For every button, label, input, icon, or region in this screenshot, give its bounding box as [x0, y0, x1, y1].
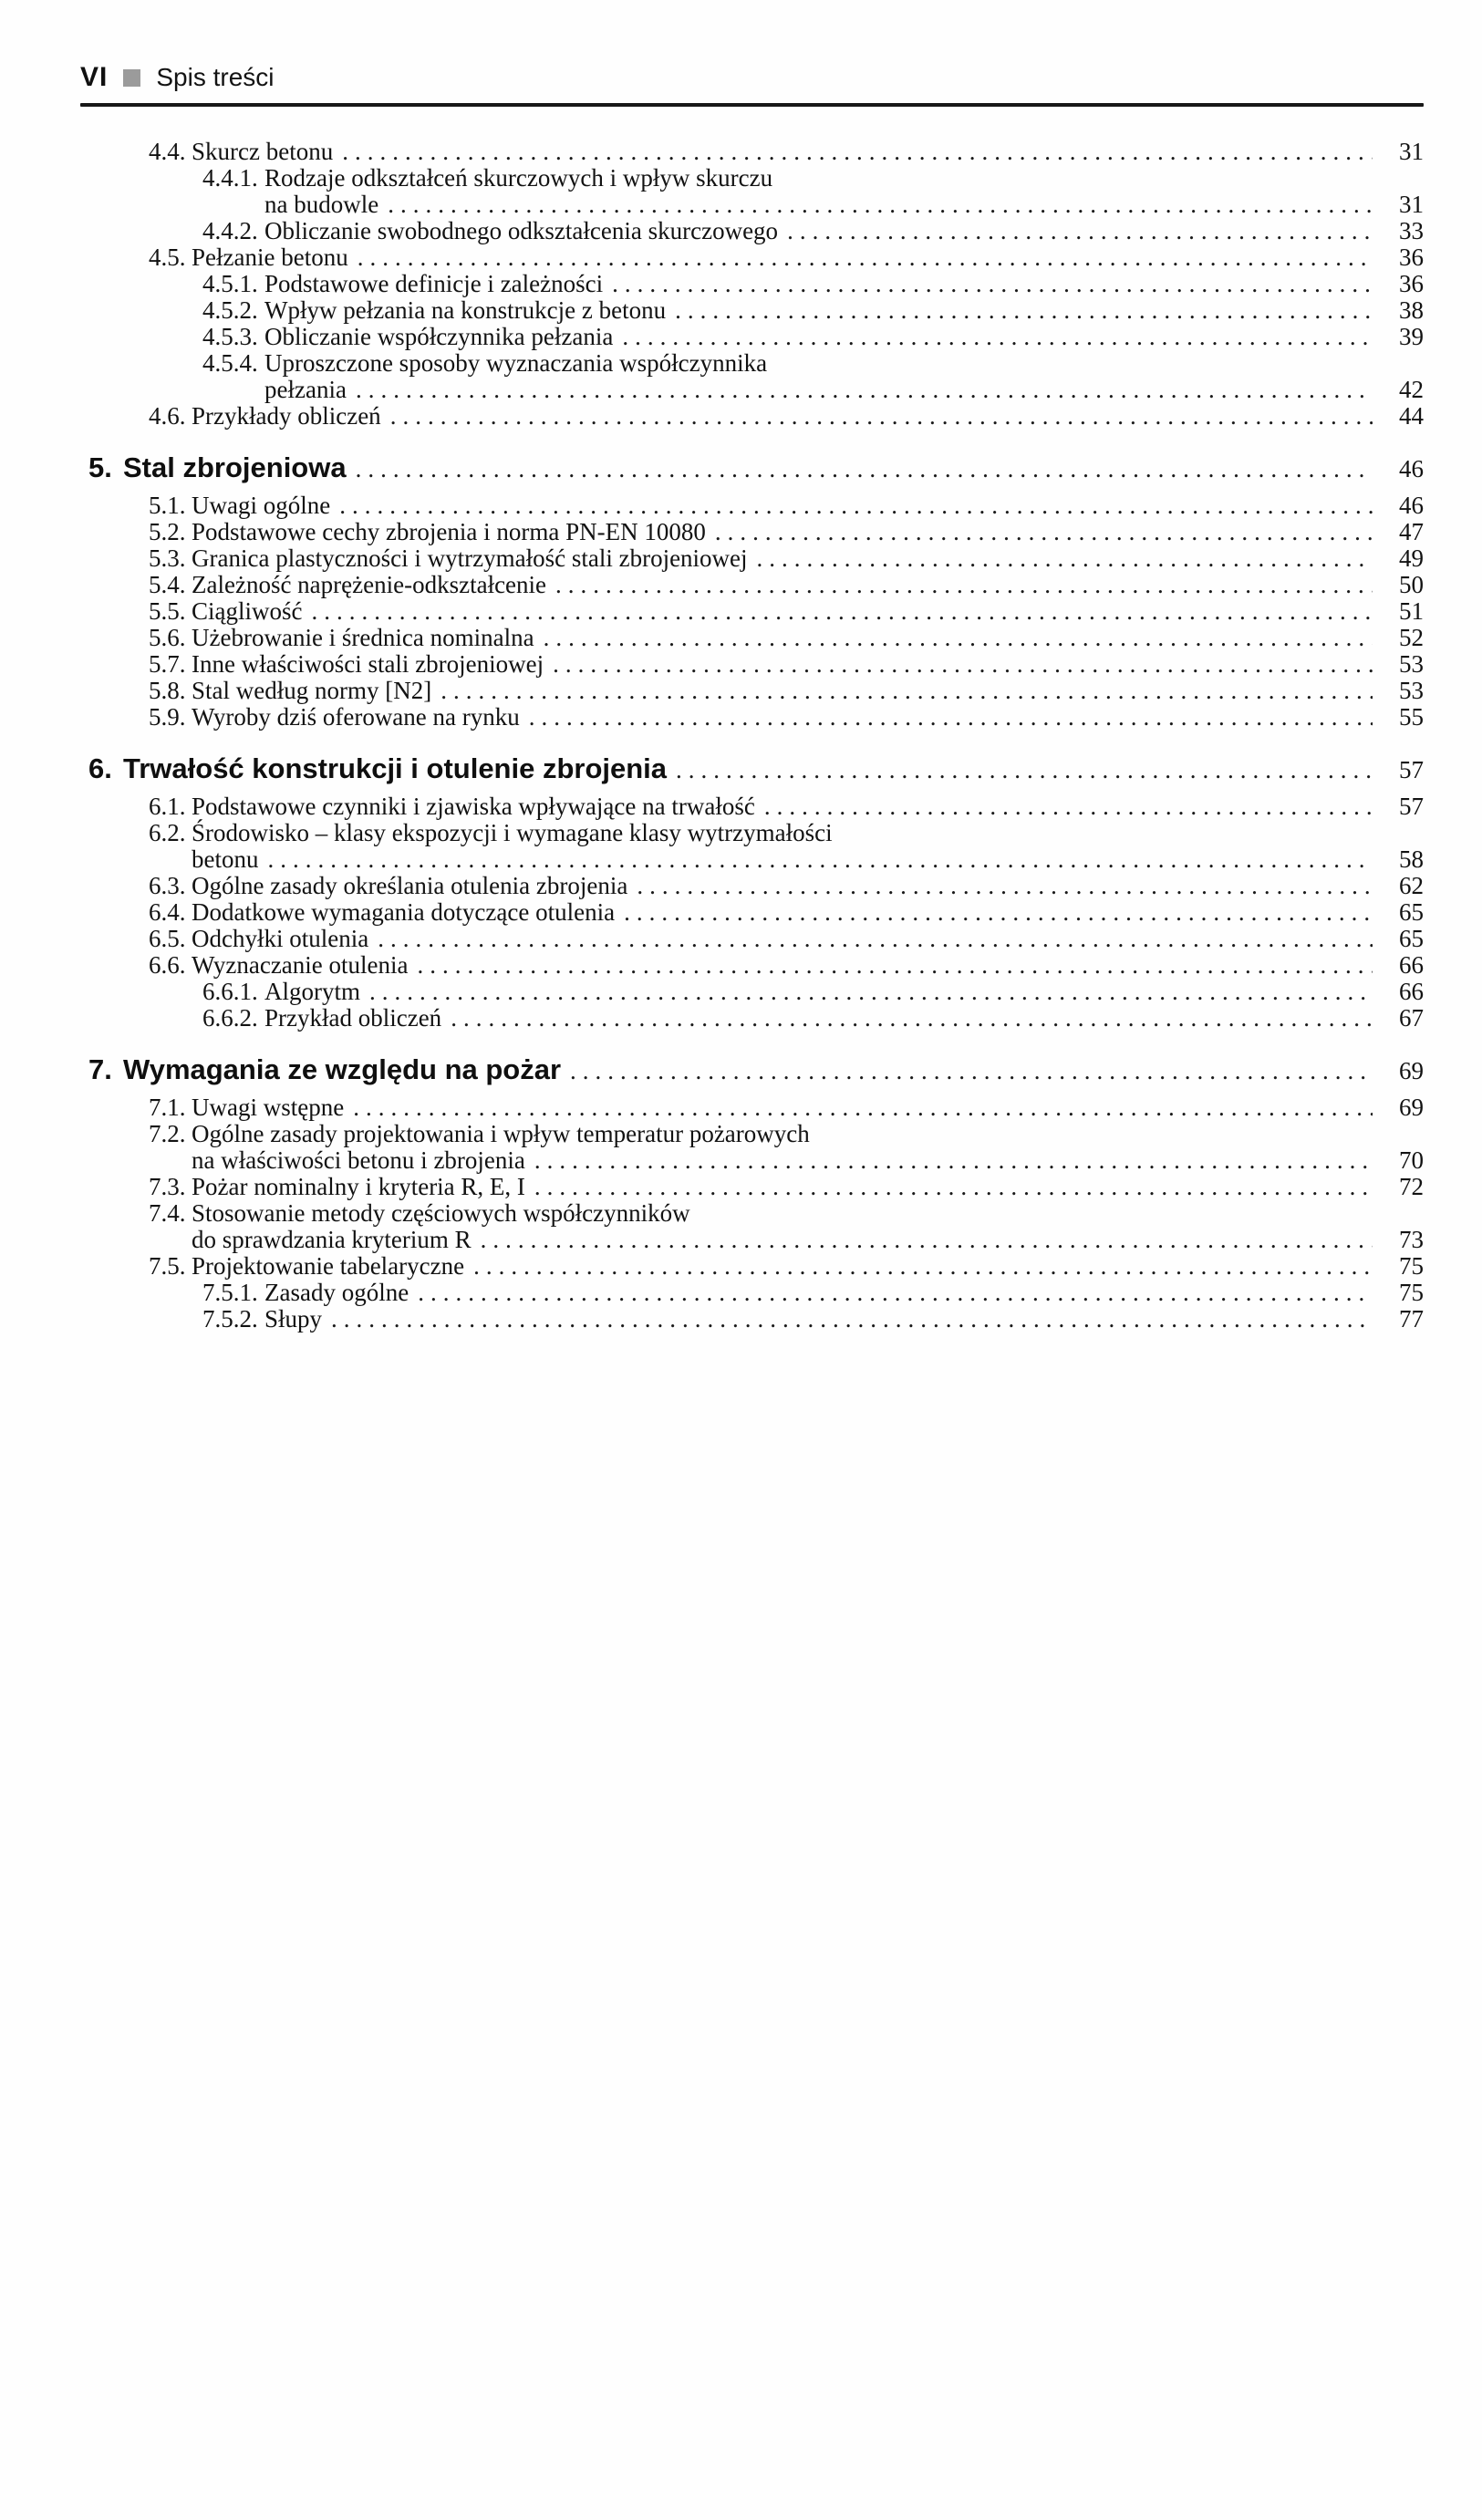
- toc-line: [149, 139, 1424, 165]
- dot-leader: [534, 1147, 1373, 1174]
- toc-entry: [149, 1094, 1424, 1121]
- toc-line: [149, 820, 1424, 846]
- toc-entry-number: 7.1.: [149, 1094, 186, 1121]
- toc-line: [88, 451, 1424, 485]
- toc-line: [202, 324, 1424, 350]
- toc-line: [88, 752, 1424, 786]
- toc-line: [88, 1053, 1424, 1087]
- toc-line: [202, 297, 1424, 324]
- toc-entry: [149, 598, 1424, 625]
- toc-line: [202, 350, 1424, 377]
- toc-entry-number: 6.6.2.: [202, 1004, 258, 1032]
- page-header: [80, 62, 1424, 107]
- toc-list: [88, 139, 1424, 1333]
- dot-leader: [473, 1253, 1373, 1280]
- toc-page-number: 33: [1399, 217, 1424, 244]
- toc-entry: [149, 1121, 1424, 1174]
- toc-line: [149, 625, 1424, 651]
- toc-page-number: 69: [1399, 1057, 1424, 1084]
- toc-page-number: 70: [1399, 1146, 1424, 1174]
- dot-leader: [637, 873, 1373, 899]
- toc-entry-text: Stosowanie metody częściowych współczynników: [192, 1199, 690, 1227]
- toc-entry-text: Uwagi wstępne: [192, 1094, 345, 1121]
- toc-entry-text: Skurcz betonu: [192, 138, 334, 165]
- toc-line: [202, 165, 1424, 192]
- toc-entry-number: 5.1.: [149, 492, 186, 519]
- toc-page-number: 46: [1399, 492, 1424, 519]
- toc-line: [149, 899, 1424, 926]
- toc-page-number: 31: [1399, 191, 1424, 218]
- dot-leader: [353, 1094, 1373, 1121]
- toc-page-number: 66: [1399, 978, 1424, 1005]
- toc-entry-number: 6.: [88, 752, 112, 784]
- toc-entry-number: 6.3.: [149, 872, 186, 899]
- dot-leader: [390, 403, 1373, 430]
- toc-entry-text: Przykłady obliczeń: [192, 402, 381, 430]
- toc-entry-number: 5.4.: [149, 571, 186, 598]
- toc-page-number: 75: [1399, 1252, 1424, 1280]
- toc-entry: [149, 545, 1424, 572]
- dot-leader: [624, 899, 1373, 926]
- toc-line-continued: [264, 377, 1424, 403]
- toc-chapter-entry: [88, 1053, 1424, 1087]
- toc-page-number: 31: [1399, 138, 1424, 165]
- toc-line: [202, 1280, 1424, 1306]
- toc-line-continued: [192, 1147, 1424, 1174]
- toc-line: [202, 979, 1424, 1005]
- toc-page-number: 58: [1399, 845, 1424, 873]
- page-number-roman: VI: [80, 62, 109, 92]
- toc-page-number: 47: [1399, 518, 1424, 545]
- toc-entry-number: 7.: [88, 1053, 112, 1085]
- toc-page-number: 53: [1399, 650, 1424, 678]
- toc-entry: [149, 139, 1424, 165]
- dot-leader: [356, 453, 1373, 485]
- dot-leader: [553, 651, 1373, 678]
- toc-entry-number: 7.5.: [149, 1252, 186, 1280]
- toc-page-number: 44: [1399, 402, 1424, 430]
- toc-entry-number: 7.5.1.: [202, 1279, 258, 1306]
- toc-entry-number: 5.7.: [149, 650, 186, 678]
- dot-leader: [676, 754, 1373, 786]
- toc-entry-text: Uwagi ogólne: [192, 492, 331, 519]
- dot-leader: [570, 1055, 1373, 1087]
- toc-entry-text-continued: betonu: [192, 845, 259, 873]
- toc-entry: [202, 297, 1424, 324]
- toc-entry: [149, 1253, 1424, 1280]
- toc-page-number: 53: [1399, 677, 1424, 704]
- toc-entry-number: 5.: [88, 451, 112, 483]
- toc-page-number: 62: [1399, 872, 1424, 899]
- toc-chapter-entry: [88, 451, 1424, 485]
- toc-entry-text: Pełzanie betonu: [192, 244, 348, 271]
- toc-entry-number: 4.5.3.: [202, 323, 258, 350]
- toc-entry: [149, 820, 1424, 873]
- toc-entry: [149, 651, 1424, 678]
- toc-entry-text-continued: do sprawdzania kryterium R: [192, 1226, 472, 1253]
- toc-entry-number: 7.4.: [149, 1199, 186, 1227]
- toc-entry-number: 6.1.: [149, 793, 186, 820]
- toc-line: [149, 598, 1424, 625]
- dot-leader: [268, 846, 1373, 873]
- toc-entry: [149, 244, 1424, 271]
- dot-leader: [534, 1174, 1373, 1200]
- toc-line: [149, 572, 1424, 598]
- toc-page-number: 66: [1399, 951, 1424, 979]
- toc-entry-text: Pożar nominalny i kryteria R, E, I: [192, 1173, 525, 1200]
- toc-entry-number: 4.6.: [149, 402, 186, 430]
- dot-leader: [342, 139, 1373, 165]
- toc-entry: [202, 165, 1424, 218]
- toc-entry-text-continued: pełzania: [264, 376, 347, 403]
- toc-entry-text: Ogólne zasady określania otulenia zbrojenia: [192, 872, 628, 899]
- dot-leader: [555, 572, 1373, 598]
- toc-line-continued: [264, 192, 1424, 218]
- toc-entry-text: Podstawowe czynniki i zjawiska wpływające na trwałość: [192, 793, 755, 820]
- toc-entry-number: 6.6.: [149, 951, 186, 979]
- toc-entry: [149, 403, 1424, 430]
- toc-entry-number: 4.5.4.: [202, 349, 258, 377]
- dot-leader: [378, 926, 1373, 952]
- toc-page-number: 65: [1399, 898, 1424, 926]
- dot-leader: [612, 271, 1373, 297]
- dot-leader: [451, 1005, 1373, 1032]
- toc-line-continued: [192, 846, 1424, 873]
- toc-entry: [149, 519, 1424, 545]
- toc-entry-text: Obliczanie swobodnego odkształcenia skurczowego: [264, 217, 779, 244]
- toc-entry: [149, 1174, 1424, 1200]
- toc-entry: [149, 625, 1424, 651]
- toc-line: [149, 651, 1424, 678]
- toc-entry: [202, 350, 1424, 403]
- toc-page-number: 73: [1399, 1226, 1424, 1253]
- dot-leader: [787, 218, 1373, 244]
- section-marker-icon: [123, 69, 140, 87]
- toc-entry: [149, 493, 1424, 519]
- toc-line: [202, 218, 1424, 244]
- toc-entry-text: Słupy: [264, 1305, 323, 1333]
- toc-page-number: 38: [1399, 296, 1424, 324]
- dot-leader: [529, 704, 1373, 731]
- toc-entry-number: 5.8.: [149, 677, 186, 704]
- toc-entry-text: Stal zbrojeniowa: [123, 451, 347, 483]
- toc-entry-number: 4.4.2.: [202, 217, 258, 244]
- toc-entry-number: 5.6.: [149, 624, 186, 651]
- toc-page-number: 36: [1399, 244, 1424, 271]
- toc-page-number: 42: [1399, 376, 1424, 403]
- toc-entry-text: Granica plastyczności i wytrzymałość stali zbrojeniowej: [192, 544, 748, 572]
- dot-leader: [757, 545, 1373, 572]
- toc-entry-text: Algorytm: [264, 978, 360, 1005]
- toc-entry-text: Zależność naprężenie-odkształcenie: [192, 571, 547, 598]
- dot-leader: [440, 678, 1373, 704]
- toc-entry-text-continued: na właściwości betonu i zbrojenia: [192, 1146, 525, 1174]
- toc-page-number: 36: [1399, 270, 1424, 297]
- toc-line: [149, 519, 1424, 545]
- toc-entry-text: Przykład obliczeń: [264, 1004, 442, 1032]
- dot-leader: [312, 598, 1373, 625]
- toc-page-number: 46: [1399, 455, 1424, 482]
- toc-page-number: 69: [1399, 1094, 1424, 1121]
- toc-line: [149, 244, 1424, 271]
- toc-entry-text: Wyroby dziś oferowane na rynku: [192, 703, 520, 731]
- toc-entry: [149, 572, 1424, 598]
- toc-page-number: 55: [1399, 703, 1424, 731]
- toc-entry: [149, 926, 1424, 952]
- dot-leader: [622, 324, 1373, 350]
- dot-leader: [369, 979, 1373, 1005]
- toc-page-number: 57: [1399, 793, 1424, 820]
- toc-entry-text: Stal według normy [N2]: [192, 677, 432, 704]
- toc-line: [149, 1253, 1424, 1280]
- toc-page-number: 67: [1399, 1004, 1424, 1032]
- page-title: Spis treści: [156, 63, 275, 91]
- toc-chapter-entry: [88, 752, 1424, 786]
- toc-entry: [202, 324, 1424, 350]
- toc-entry: [149, 873, 1424, 899]
- toc-entry-text: Wpływ pełzania na konstrukcje z betonu: [264, 296, 667, 324]
- dot-leader: [418, 952, 1373, 979]
- toc-entry-number: 6.2.: [149, 819, 186, 846]
- dot-leader: [339, 493, 1373, 519]
- toc-line: [149, 493, 1424, 519]
- toc-entry-text: Użebrowanie i średnica nominalna: [192, 624, 534, 651]
- toc-line: [149, 403, 1424, 430]
- toc-entry-text: Podstawowe definicje i zależności: [264, 270, 604, 297]
- toc-entry-text: Rodzaje odkształceń skurczowych i wpływ skurczu: [264, 164, 773, 192]
- toc-page-number: 72: [1399, 1173, 1424, 1200]
- toc-entry-number: 4.5.: [149, 244, 186, 271]
- toc-line: [149, 793, 1424, 820]
- toc-line: [149, 704, 1424, 731]
- toc-entry: [202, 271, 1424, 297]
- toc-line: [149, 1174, 1424, 1200]
- toc-line: [202, 1306, 1424, 1333]
- toc-entry: [202, 1280, 1424, 1306]
- toc-entry-text: Odchyłki otulenia: [192, 925, 369, 952]
- toc-entry-number: 4.4.: [149, 138, 186, 165]
- toc-entry-text: Obliczanie współczynnika pełzania: [264, 323, 614, 350]
- toc-line: [149, 545, 1424, 572]
- toc-entry-text: Trwałość konstrukcji i otulenie zbrojenia: [123, 752, 668, 784]
- toc-page-number: 57: [1399, 756, 1424, 783]
- toc-entry-number: 5.9.: [149, 703, 186, 731]
- toc-page-number: 51: [1399, 597, 1424, 625]
- toc-entry-text: Projektowanie tabelaryczne: [192, 1252, 465, 1280]
- toc-line-continued: [192, 1227, 1424, 1253]
- dot-leader: [675, 297, 1373, 324]
- dot-leader: [331, 1306, 1373, 1333]
- toc-page-number: 50: [1399, 571, 1424, 598]
- toc-line: [149, 1094, 1424, 1121]
- toc-line: [149, 926, 1424, 952]
- header-row: [80, 62, 1424, 93]
- toc-page-number: 77: [1399, 1305, 1424, 1333]
- toc-entry-number: 4.5.1.: [202, 270, 258, 297]
- toc-line: [149, 873, 1424, 899]
- toc-entry-number: 5.2.: [149, 518, 186, 545]
- toc-entry: [149, 899, 1424, 926]
- toc-entry-text: Dodatkowe wymagania dotyczące otulenia: [192, 898, 616, 926]
- toc-entry-number: 5.3.: [149, 544, 186, 572]
- dot-leader: [481, 1227, 1373, 1253]
- toc-entry-text-continued: na budowle: [264, 191, 379, 218]
- toc-line: [149, 952, 1424, 979]
- dot-leader: [544, 625, 1373, 651]
- toc-entry: [202, 1005, 1424, 1032]
- toc-page-number: 52: [1399, 624, 1424, 651]
- toc-entry-text: Inne właściwości stali zbrojeniowej: [192, 650, 544, 678]
- toc-entry-number: 6.6.1.: [202, 978, 258, 1005]
- toc-entry-text: Wymagania ze względu na pożar: [123, 1053, 562, 1085]
- toc-entry: [149, 1200, 1424, 1253]
- toc-entry-text: Wyznaczanie otulenia: [192, 951, 409, 979]
- dot-leader: [388, 192, 1373, 218]
- toc-entry: [202, 218, 1424, 244]
- toc-line: [202, 1005, 1424, 1032]
- toc-entry: [202, 1306, 1424, 1333]
- dot-leader: [715, 519, 1373, 545]
- dot-leader: [356, 377, 1373, 403]
- toc-line: [202, 271, 1424, 297]
- toc-entry: [202, 979, 1424, 1005]
- toc-entry-number: 6.5.: [149, 925, 186, 952]
- toc-entry-text: Uproszczone sposoby wyznaczania współczynnika: [264, 349, 768, 377]
- toc-entry-text: Zasady ogólne: [264, 1279, 409, 1306]
- toc-entry-number: 4.5.2.: [202, 296, 258, 324]
- header-rule: [80, 103, 1424, 107]
- toc-entry: [149, 678, 1424, 704]
- dot-leader: [764, 793, 1373, 820]
- toc-line: [149, 1200, 1424, 1227]
- toc-entry: [149, 793, 1424, 820]
- toc-line: [149, 678, 1424, 704]
- toc-page-number: 75: [1399, 1279, 1424, 1306]
- dot-leader: [418, 1280, 1373, 1306]
- toc-entry-number: 7.5.2.: [202, 1305, 258, 1333]
- toc-entry: [149, 704, 1424, 731]
- toc-page-number: 49: [1399, 544, 1424, 572]
- toc-entry-number: 6.4.: [149, 898, 186, 926]
- toc-entry-number: 4.4.1.: [202, 164, 258, 192]
- toc-entry-text: Ogólne zasady projektowania i wpływ temperatur pożarowych: [192, 1120, 810, 1147]
- toc-entry-number: 7.2.: [149, 1120, 186, 1147]
- toc-page-number: 39: [1399, 323, 1424, 350]
- toc-line: [149, 1121, 1424, 1147]
- toc-entry-text: Środowisko – klasy ekspozycji i wymagane klasy wytrzymałości: [192, 819, 833, 846]
- toc-page-number: 65: [1399, 925, 1424, 952]
- toc-entry-text: Ciągliwość: [192, 597, 303, 625]
- toc-entry-text: Podstawowe cechy zbrojenia i norma PN-EN 10080: [192, 518, 706, 545]
- toc-entry: [149, 952, 1424, 979]
- toc-entry-number: 5.5.: [149, 597, 186, 625]
- toc-entry-number: 7.3.: [149, 1173, 186, 1200]
- dot-leader: [358, 244, 1373, 271]
